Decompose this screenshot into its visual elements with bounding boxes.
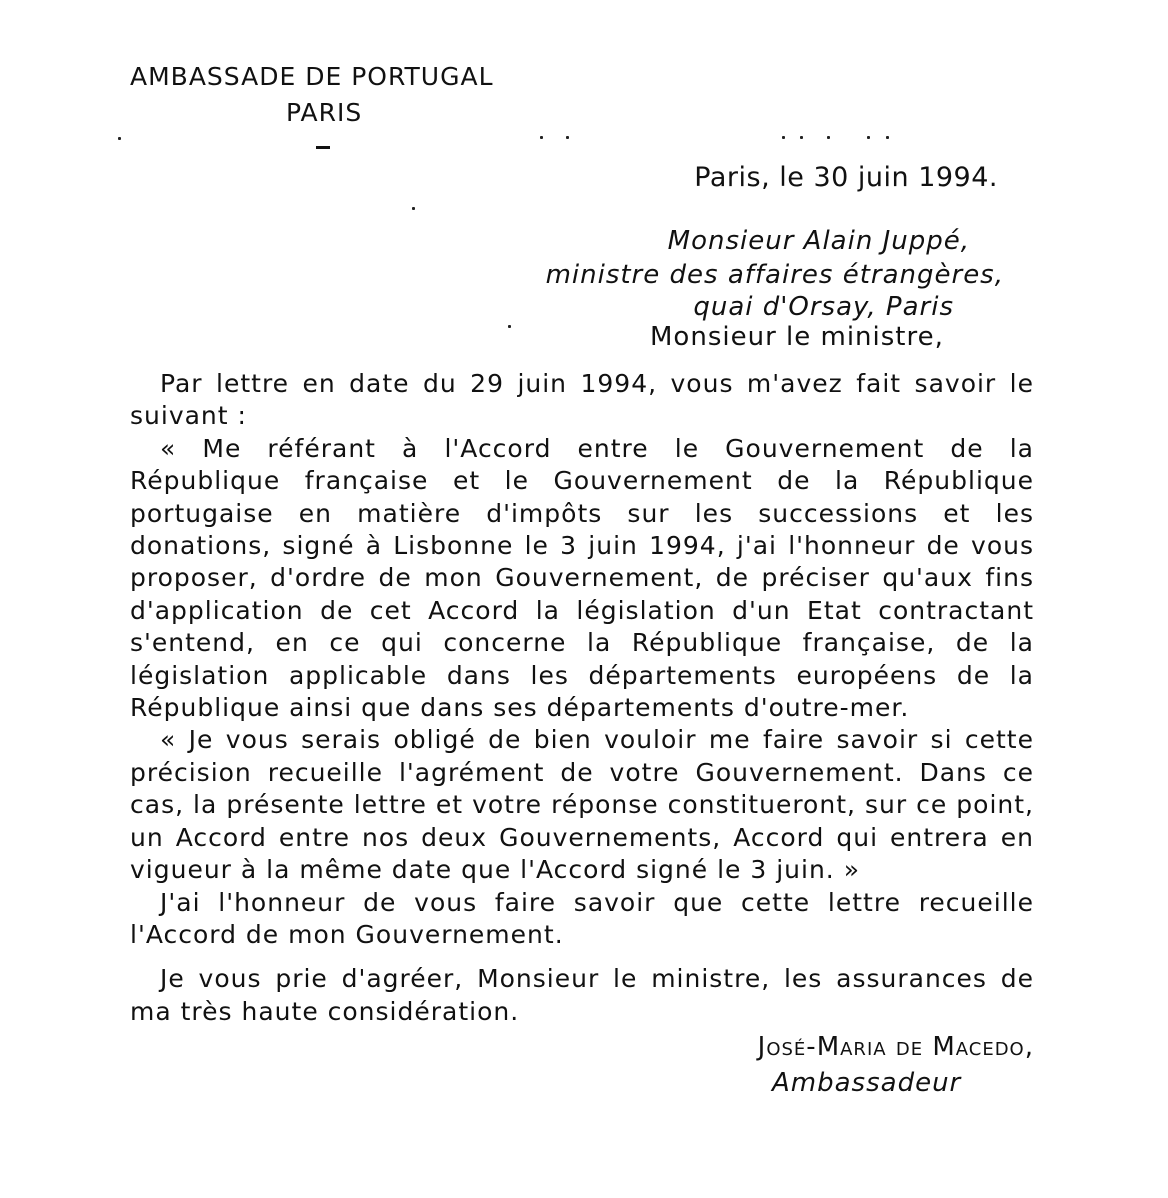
scan-speck xyxy=(782,136,785,139)
body-paragraph: Par lettre en date du 29 juin 1994, vous m'avez fait savoir le suivant : xyxy=(130,369,1034,431)
recipient-name: Monsieur Alain Juppé, xyxy=(667,226,970,256)
scan-speck xyxy=(827,136,830,139)
scan-speck xyxy=(566,136,569,139)
header-rule xyxy=(316,146,330,149)
scan-speck xyxy=(540,136,543,139)
letter-date: Paris, le 30 juin 1994. xyxy=(694,162,998,193)
salutation: Monsieur le ministre, xyxy=(650,322,944,352)
scan-speck xyxy=(508,325,511,328)
recipient-title: ministre des affaires étrangères, xyxy=(545,260,1004,290)
body-paragraph: « Je vous serais obligé de bien vouloir me faire savoir si cette précision recueille l'agrément de votre Gouvernement. Dans ce cas, la présente lettre et votre réponse constitueront, sur ce point, un Accord entre nos deux Gouvernements, Accord qui entrera en vigueur à la même date que l'Accord signé le 3 juin. » xyxy=(130,725,1034,885)
scan-speck xyxy=(800,136,803,139)
scan-speck xyxy=(886,136,889,139)
recipient-address: quai d'Orsay, Paris xyxy=(693,292,954,322)
letter-body xyxy=(130,368,1034,1028)
scan-speck xyxy=(867,136,870,139)
scan-speck xyxy=(412,207,415,210)
signatory-title: Ambassadeur xyxy=(772,1068,962,1098)
signatory-name: José-Maria de Macedo, xyxy=(757,1032,1034,1062)
body-paragraph: « Me référant à l'Accord entre le Gouvernement de la République française et le Gouvernement de la République portugaise en matière d'impôts sur les successions et les donations, signé à Lisbonne le 3 juin 1994, j'ai l'honneur de vous proposer, d'ordre de mon Gouvernement, de préciser qu'aux fins d'application de cet Accord la législation d'un Etat contractant s'entend, en ce qui concerne la République française, de la législation applicable dans les départements européens de la République ainsi que dans ses départements d'outre-mer. xyxy=(130,433,1034,723)
body-paragraph: Je vous prie d'agréer, Monsieur le ministre, les assurances de ma très haute considération. xyxy=(130,964,1034,1026)
body-paragraph: J'ai l'honneur de vous faire savoir que cette lettre recueille l'Accord de mon Gouvernement. xyxy=(130,887,1034,949)
embassy-name: AMBASSADE DE PORTUGAL xyxy=(130,62,494,91)
scan-speck xyxy=(118,137,121,140)
embassy-city: PARIS xyxy=(286,98,363,127)
